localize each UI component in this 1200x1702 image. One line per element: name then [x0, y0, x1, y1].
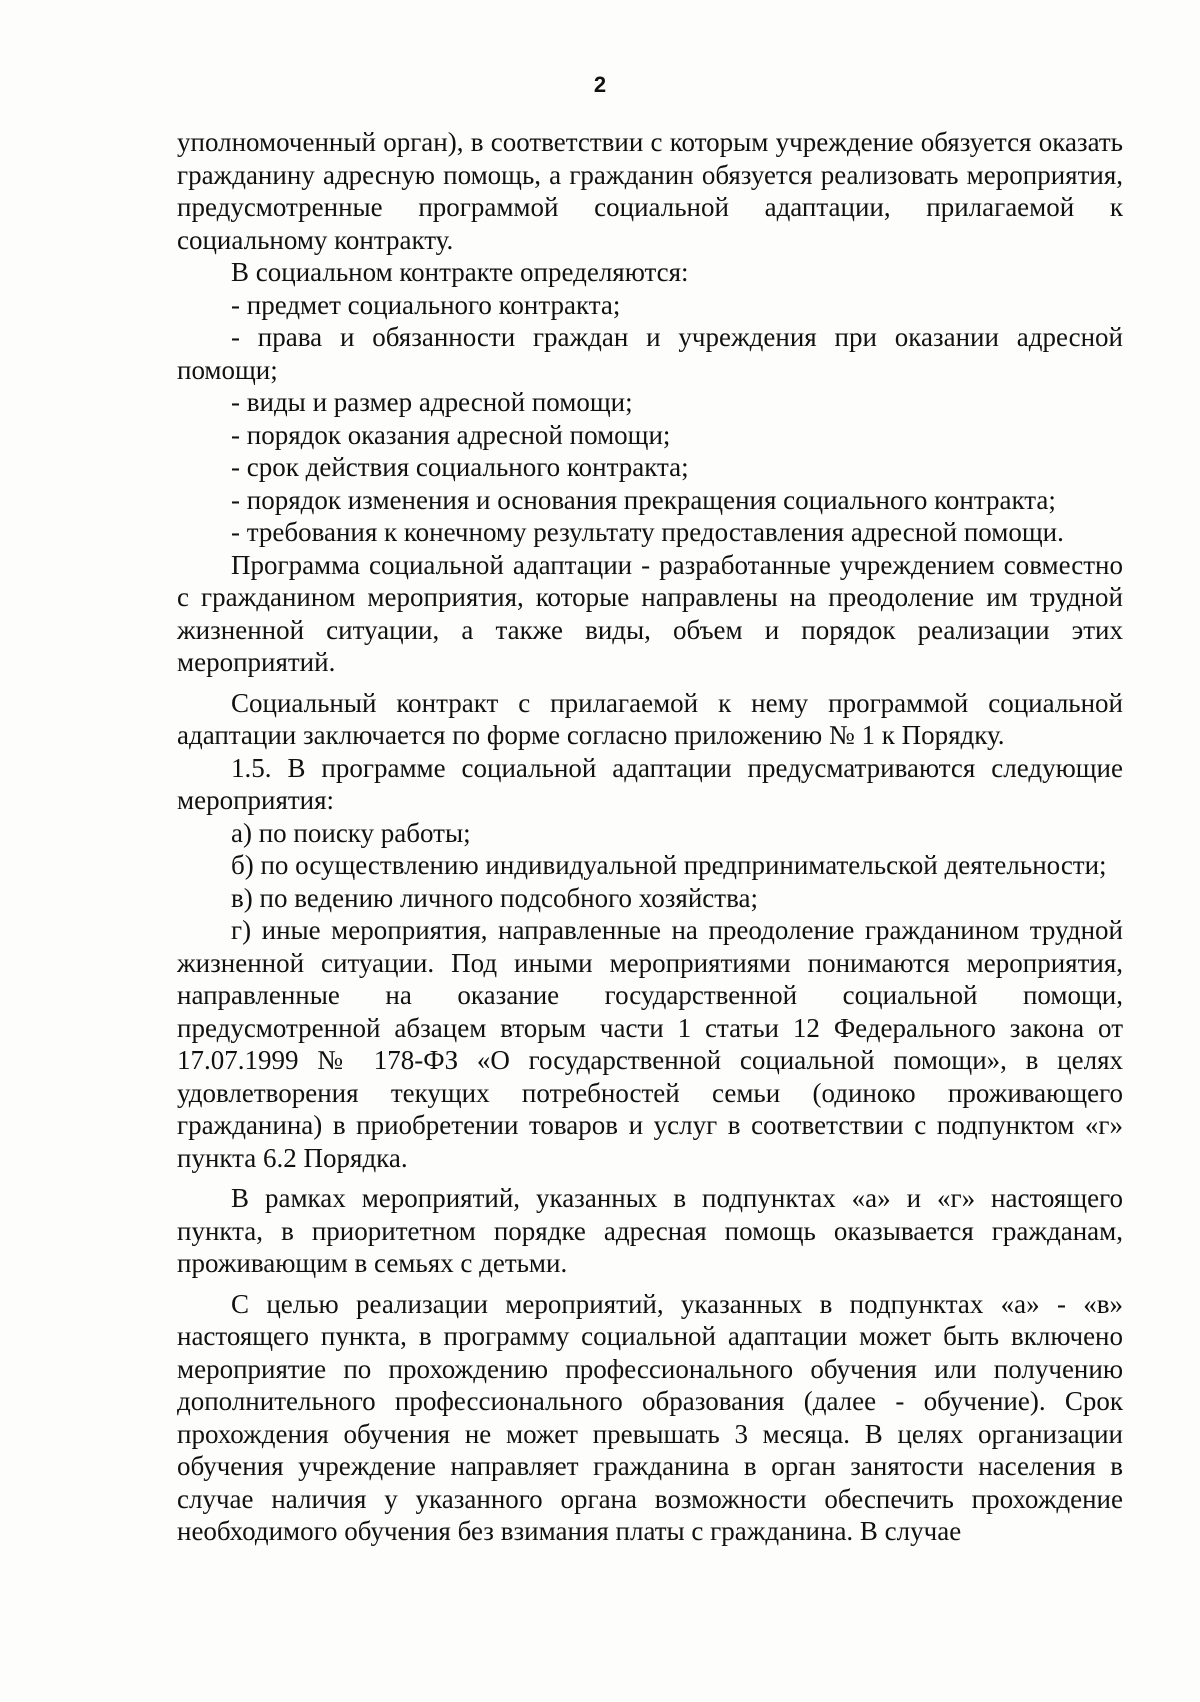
- list-item: - срок действия социального контракта;: [231, 452, 689, 482]
- list-item: г) иные мероприятия, направленные на преодоление гражданином трудной жизненной ситуации. Под иными мероприятиями понимаются мероприятия, направленные на оказание государственной социальной помощи, предусмотренной абзацем вторым части 1 статьи 12 Федерального закона от 17.07.1999 № 178-ФЗ «О государственной социальной помощи», в целях удовлетворения текущих потребностей семьи (одиноко проживающего гражданина) в приобретении товаров и услуг в соответствии с подпунктом «г» пункта 6.2 Порядка.: [177, 915, 1123, 1173]
- list-item: - виды и размер адресной помощи;: [231, 387, 633, 417]
- paragraph-contract-form: Социальный контракт с прилагаемой к нему программой социальной адаптации заключается по форме согласно приложению № 1 к Порядку.: [177, 687, 1123, 750]
- list-item: - права и обязанности граждан и учреждения при оказании адресной помощи;: [177, 322, 1123, 385]
- list-item: - порядок изменения и основания прекращения социального контракта;: [231, 484, 1056, 515]
- list-item: - порядок оказания адресной помощи;: [231, 419, 671, 450]
- paragraph-section-1-5: 1.5. В программе социальной адаптации предусматриваются следующие мероприятия:: [177, 752, 1123, 815]
- list-item: в) по ведению личного подсобного хозяйства;: [231, 882, 758, 913]
- document-body: [177, 126, 1123, 1548]
- paragraph-priority-families: В рамках мероприятий, указанных в подпунктах «а» и «г» настоящего пункта, в приоритетном порядке адресная помощь оказывается гражданам, проживающим в семьях с детьми.: [177, 1183, 1123, 1278]
- paragraph-contract-defines: В социальном контракте определяются:: [231, 257, 689, 287]
- list-item: - требования к конечному результату предоставления адресной помощи.: [231, 517, 1064, 547]
- paragraph-continuation: уполномоченный орган), в соответствии с которым учреждение обязуется оказать гражданину адресную помощь, а гражданин обязуется реализовать мероприятия, предусмотренные программой социальной адаптации, прилагаемой к социальному контракту.: [177, 127, 1123, 255]
- paragraph-training: С целью реализации мероприятий, указанных в подпунктах «а» - «в» настоящего пункта, в программу социальной адаптации может быть включено мероприятие по прохождению профессионального обучения или получению дополнительного профессионального образования (далее - обучение). Срок прохождения обучения не может превышать 3 месяца. В целях организации обучения учреждение направляет гражданина в орган занятости населения в случае наличия у указанного органа возможности обеспечить прохождение необходимого обучения без взимания платы с гражданина. В случае: [177, 1288, 1123, 1546]
- paragraph-adaptation-program: Программа социальной адаптации - разработанные учреждением совместно с гражданином мероприятия, которые направлены на преодоление им трудной жизненной ситуации, а также виды, объем и порядок реализации этих мероприятий.: [177, 549, 1123, 677]
- page-number: 2: [593, 72, 607, 97]
- list-item: а) по поиску работы;: [231, 817, 471, 848]
- list-item: - предмет социального контракта;: [231, 289, 621, 320]
- list-item: б) по осуществлению индивидуальной предпринимательской деятельности;: [231, 850, 1107, 880]
